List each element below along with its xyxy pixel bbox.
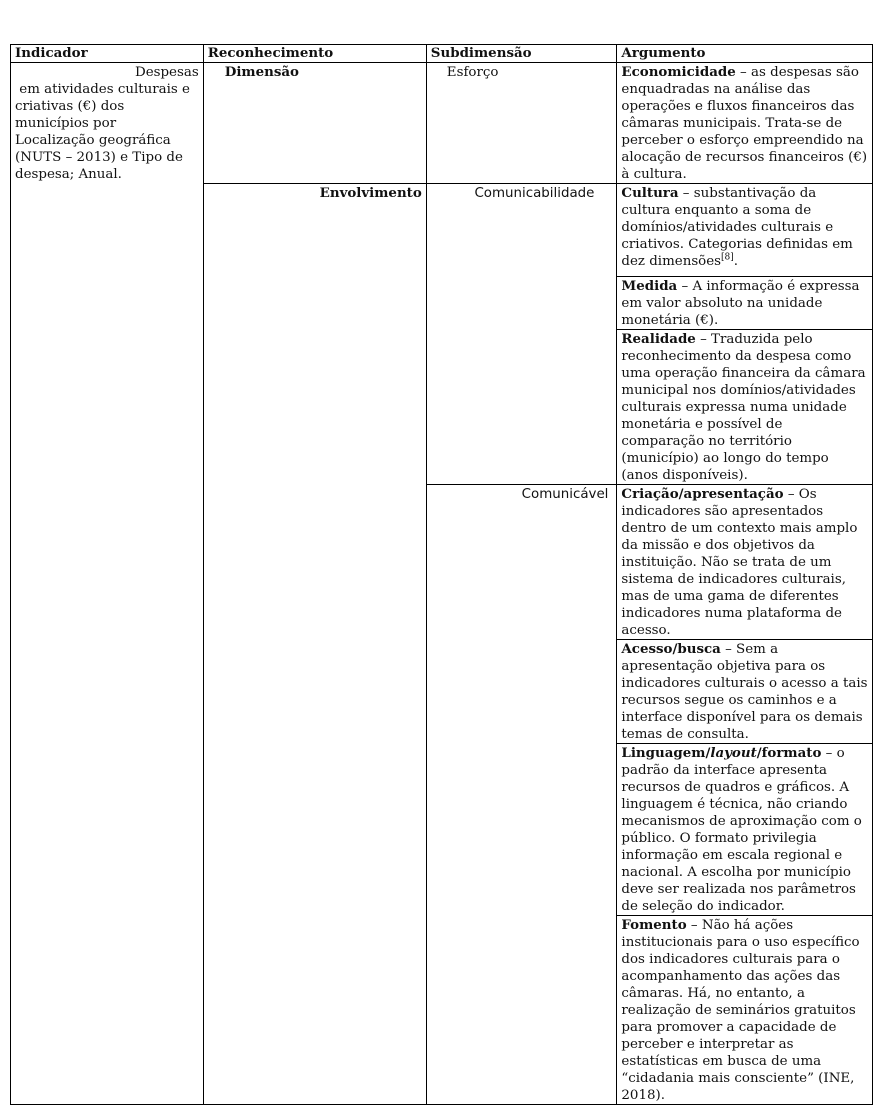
argumento-title: Cultura	[621, 185, 679, 201]
argumento-title: Fomento	[621, 917, 687, 933]
header-reconhecimento: Reconhecimento	[203, 45, 426, 63]
subdimensao-comunicabilidade: Comunicabilidade	[426, 184, 617, 485]
argumento-text: – A informação é expressa em valor absoluto na unidade monetária (€).	[621, 279, 860, 328]
argumento-medida	[617, 277, 873, 330]
argumento-title: Realidade	[621, 331, 696, 347]
argumento-title: Linguagem/	[621, 745, 711, 761]
argumento-acesso	[617, 640, 873, 744]
argumento-title-italic: layout	[710, 745, 757, 761]
argumento-linguagem	[617, 744, 873, 916]
header-argumento: Argumento	[617, 45, 873, 63]
subdimensao-esforco: Esforço	[426, 63, 617, 184]
argumento-text: – Não há ações institucionais para o uso específico dos indicadores culturais para o acompanhamento das ações das câmaras. Há, no entanto, a realização de seminários gratuitos para promover a capacidade de perceber e interpretar as estatísticas em busca de uma “cidadania mais consciente” (INE, 2018).	[621, 918, 860, 1103]
argumento-economicidade	[617, 63, 873, 184]
argumento-text: – o padrão da interface apresenta recursos de quadros e gráficos. A linguagem é técnica, não criando mecanismos de aproximação com o público. O formato privilegia informação em escala regional e nacional. A escolha por município deve ser realizada nos parâmetros de seleção do indicador.	[621, 746, 862, 914]
argumento-title: Criação/apresentação	[621, 486, 784, 502]
indicador-first-line: Despesas	[134, 65, 199, 80]
argumento-title: Medida	[621, 278, 678, 294]
argumento-text: – substantivação da cultura enquanto a soma de domínios/atividades culturais e criativos. Categorias definidas em dez dimensões	[621, 186, 853, 269]
argumento-text: – Sem a apresentação objetiva para os indicadores culturais o acesso a tais recursos segue os caminhos e a interface disponível para os demais temas de consulta.	[621, 642, 868, 742]
argumento-cultura	[617, 184, 873, 277]
argumento-text: – as despesas são enquadradas na análise das operações e fluxos financeiros das câmaras municipais. Trata-se de perceber o esforço empreendido na alocação de recursos financeiros (€) à cultura.	[621, 65, 868, 182]
argumento-text: – Traduzida pelo reconhecimento da despesa como uma operação financeira da câmara municipal nos domínios/atividades culturais expressa numa unidade monetária e possível de comparação no território (município) ao longo do tempo (anos disponíveis).	[621, 332, 866, 483]
argumento-title: Economicidade	[621, 64, 736, 80]
indicador-text: em atividades culturais e criativas (€) dos municípios por Localização geográfica (NUTS – 2013) e Tipo de despesa; Anual.	[15, 82, 195, 182]
table-row	[11, 63, 873, 184]
subdimensao-comunicavel: Comunicável	[426, 485, 617, 1105]
indicator-table	[10, 44, 873, 1105]
argumento-realidade	[617, 330, 873, 485]
header-subdimensao: Subdimensão	[426, 45, 617, 63]
footnote-ref: [8]	[721, 252, 734, 263]
indicador-cell	[11, 63, 204, 1105]
argumento-criacao	[617, 485, 873, 640]
argumento-text-end: .	[733, 254, 739, 269]
header-indicador: Indicador	[11, 45, 204, 63]
argumento-title-end: /formato	[756, 745, 822, 761]
reconhecimento-dimensao: Dimensão	[203, 63, 426, 184]
table-header-row	[11, 45, 873, 63]
reconhecimento-envolvimento: Envolvimento	[203, 184, 426, 1105]
argumento-text: – Os indicadores são apresentados dentro de um contexto mais amplo da missão e dos objetivos da instituição. Não se trata de um sistema de indicadores culturais, mas de uma gama de diferentes indicadores numa plataforma de acesso.	[621, 487, 858, 638]
argumento-title: Acesso/busca	[621, 641, 721, 657]
argumento-fomento	[617, 916, 873, 1105]
